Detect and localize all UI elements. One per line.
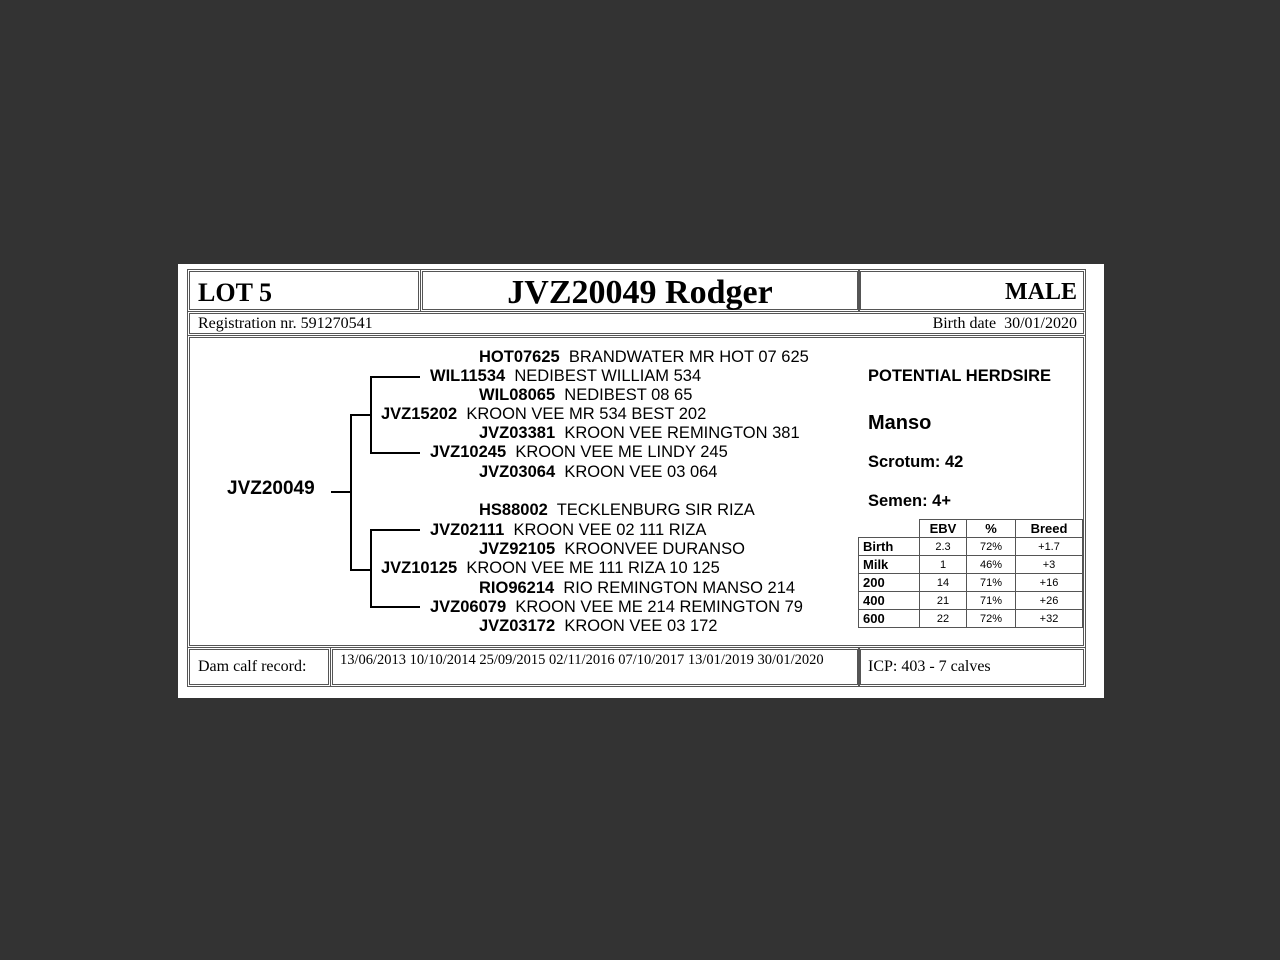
- root-connector: [331, 491, 351, 493]
- pedigree-code: JVZ92105: [479, 540, 556, 558]
- pedigree-entry: [430, 443, 728, 462]
- lot-card: [178, 264, 1104, 698]
- pedigree-entry: [479, 617, 718, 636]
- ebv-table: [858, 519, 1083, 628]
- ebv-value: 14: [920, 574, 967, 592]
- level1-vertical: [350, 414, 352, 570]
- ebv-row-label: 600: [859, 610, 920, 628]
- dam-sire-connector: [370, 529, 420, 531]
- ebv-accuracy: 46%: [967, 556, 1016, 574]
- pedigree-name: KROON VEE 02 111 RIZA: [513, 521, 707, 539]
- pedigree-code: HS88002: [479, 501, 548, 519]
- pedigree-code: JVZ06079: [430, 598, 507, 616]
- ebv-header: Breed: [1016, 520, 1083, 538]
- icp-box: [858, 647, 1086, 687]
- pedigree-name: KROONVEE DURANSO: [564, 540, 745, 558]
- pedigree-name: KROON VEE ME LINDY 245: [515, 443, 728, 461]
- dam-dam-connector: [370, 606, 420, 608]
- semen-note: Semen: 4+: [868, 492, 951, 510]
- ebv-value: 21: [920, 592, 967, 610]
- dam-vertical: [370, 529, 372, 608]
- pedigree-entry: [430, 367, 701, 386]
- ebv-breed-avg: +3: [1016, 556, 1083, 574]
- registration-info: [198, 315, 373, 333]
- pedigree-name: NEDIBEST WILLIAM 534: [514, 367, 702, 385]
- pedigree-name: KROON VEE 03 064: [564, 463, 718, 481]
- ebv-accuracy: 71%: [967, 574, 1016, 592]
- pedigree-code: WIL08065: [479, 386, 556, 404]
- dam-calf-record-dates: 13/06/2013 10/10/2014 25/09/2015 02/11/2016 07/10/2017 13/01/2019 30/01/2020: [340, 652, 824, 668]
- ebv-row: [859, 556, 1083, 574]
- ebv-breed-avg: +1.7: [1016, 538, 1083, 556]
- ebv-corner: [859, 520, 920, 538]
- ebv-breed-avg: +16: [1016, 574, 1083, 592]
- pedigree-entry: [479, 540, 745, 559]
- registration-number: 591270541: [300, 315, 373, 332]
- animal-sex: MALE: [1005, 279, 1077, 305]
- sire-sire-connector: [370, 376, 420, 378]
- ebv-row-label: 200: [859, 574, 920, 592]
- ebv-accuracy: 71%: [967, 592, 1016, 610]
- sire-dam-connector: [370, 452, 420, 454]
- ebv-row-label: 400: [859, 592, 920, 610]
- pedigree-code: HOT07625: [479, 348, 560, 366]
- pedigree-code: JVZ03064: [479, 463, 556, 481]
- pedigree-name: RIO REMINGTON MANSO 214: [563, 579, 796, 597]
- ebv-header: %: [967, 520, 1016, 538]
- pedigree-code: JVZ03172: [479, 617, 556, 635]
- herdsire-note: POTENTIAL HERDSIRE: [868, 367, 1052, 385]
- pedigree-name: KROON VEE REMINGTON 381: [564, 424, 800, 442]
- ebv-row: [859, 592, 1083, 610]
- pedigree-entry: [479, 579, 795, 598]
- pedigree-entry: [381, 559, 720, 578]
- pedigree-entry: [430, 598, 803, 617]
- pedigree-name: KROON VEE 03 172: [564, 617, 718, 635]
- lot-box: [187, 269, 421, 312]
- pedigree-code: RIO96214: [479, 579, 555, 597]
- pedigree-name: KROON VEE ME 214 REMINGTON 79: [515, 598, 803, 616]
- registration-row: [187, 311, 1086, 336]
- manso-note: Manso: [868, 412, 932, 434]
- ebv-header: EBV: [920, 520, 967, 538]
- sire-connector: [350, 414, 370, 416]
- dam-connector: [350, 569, 370, 571]
- pedigree-code: JVZ10245: [430, 443, 507, 461]
- ebv-row-label: Milk: [859, 556, 920, 574]
- sire-vertical: [370, 376, 372, 454]
- ebv-accuracy: 72%: [967, 538, 1016, 556]
- sex-box: [858, 269, 1086, 312]
- ebv-value: 2.3: [920, 538, 967, 556]
- ebv-breed-avg: +26: [1016, 592, 1083, 610]
- pedigree-name: TECKLENBURG SIR RIZA: [556, 501, 755, 519]
- ebv-row: [859, 574, 1083, 592]
- lot-number: LOT 5: [198, 278, 272, 307]
- ebv-row: [859, 610, 1083, 628]
- pedigree-entry: [430, 521, 706, 540]
- ebv-row-label: Birth: [859, 538, 920, 556]
- pedigree-code: WIL11534: [430, 367, 506, 385]
- birth-date-label: Birth date: [932, 315, 997, 332]
- pedigree-entry: [479, 424, 800, 443]
- pedigree-code: JVZ10125: [381, 559, 458, 577]
- birth-date-info: [933, 315, 1077, 333]
- pedigree-entry: [479, 386, 692, 405]
- ebv-value: 1: [920, 556, 967, 574]
- pedigree-name: KROON VEE ME 111 RIZA 10 125: [466, 559, 720, 577]
- pedigree-entry: [479, 463, 718, 482]
- scrotum-note: Scrotum: 42: [868, 453, 964, 471]
- dam-calf-record-label: Dam calf record:: [198, 658, 307, 675]
- pedigree-name: KROON VEE MR 534 BEST 202: [466, 405, 707, 423]
- title-box: [420, 269, 860, 312]
- birth-date: 30/01/2020: [1004, 315, 1077, 332]
- registration-label: Registration nr.: [198, 315, 297, 332]
- pedigree-code: JVZ02111: [430, 521, 505, 539]
- pedigree-name: BRANDWATER MR HOT 07 625: [568, 348, 809, 366]
- pedigree-name: NEDIBEST 08 65: [564, 386, 693, 404]
- ebv-accuracy: 72%: [967, 610, 1016, 628]
- pedigree-entry: [381, 405, 706, 424]
- pedigree-code: JVZ03381: [479, 424, 556, 442]
- pedigree-entry: [479, 501, 755, 520]
- ebv-row: [859, 538, 1083, 556]
- animal-title: JVZ20049 Rodger: [507, 274, 773, 311]
- ebv-breed-avg: +32: [1016, 610, 1083, 628]
- ebv-value: 22: [920, 610, 967, 628]
- icp-info: ICP: 403 - 7 calves: [868, 658, 991, 675]
- pedigree-root: JVZ20049: [227, 478, 315, 499]
- ebv-header-row: [859, 520, 1083, 538]
- pedigree-code: JVZ15202: [381, 405, 458, 423]
- dam-record-box: [330, 647, 860, 687]
- pedigree-entry: [479, 348, 809, 367]
- dam-label-box: [187, 647, 331, 687]
